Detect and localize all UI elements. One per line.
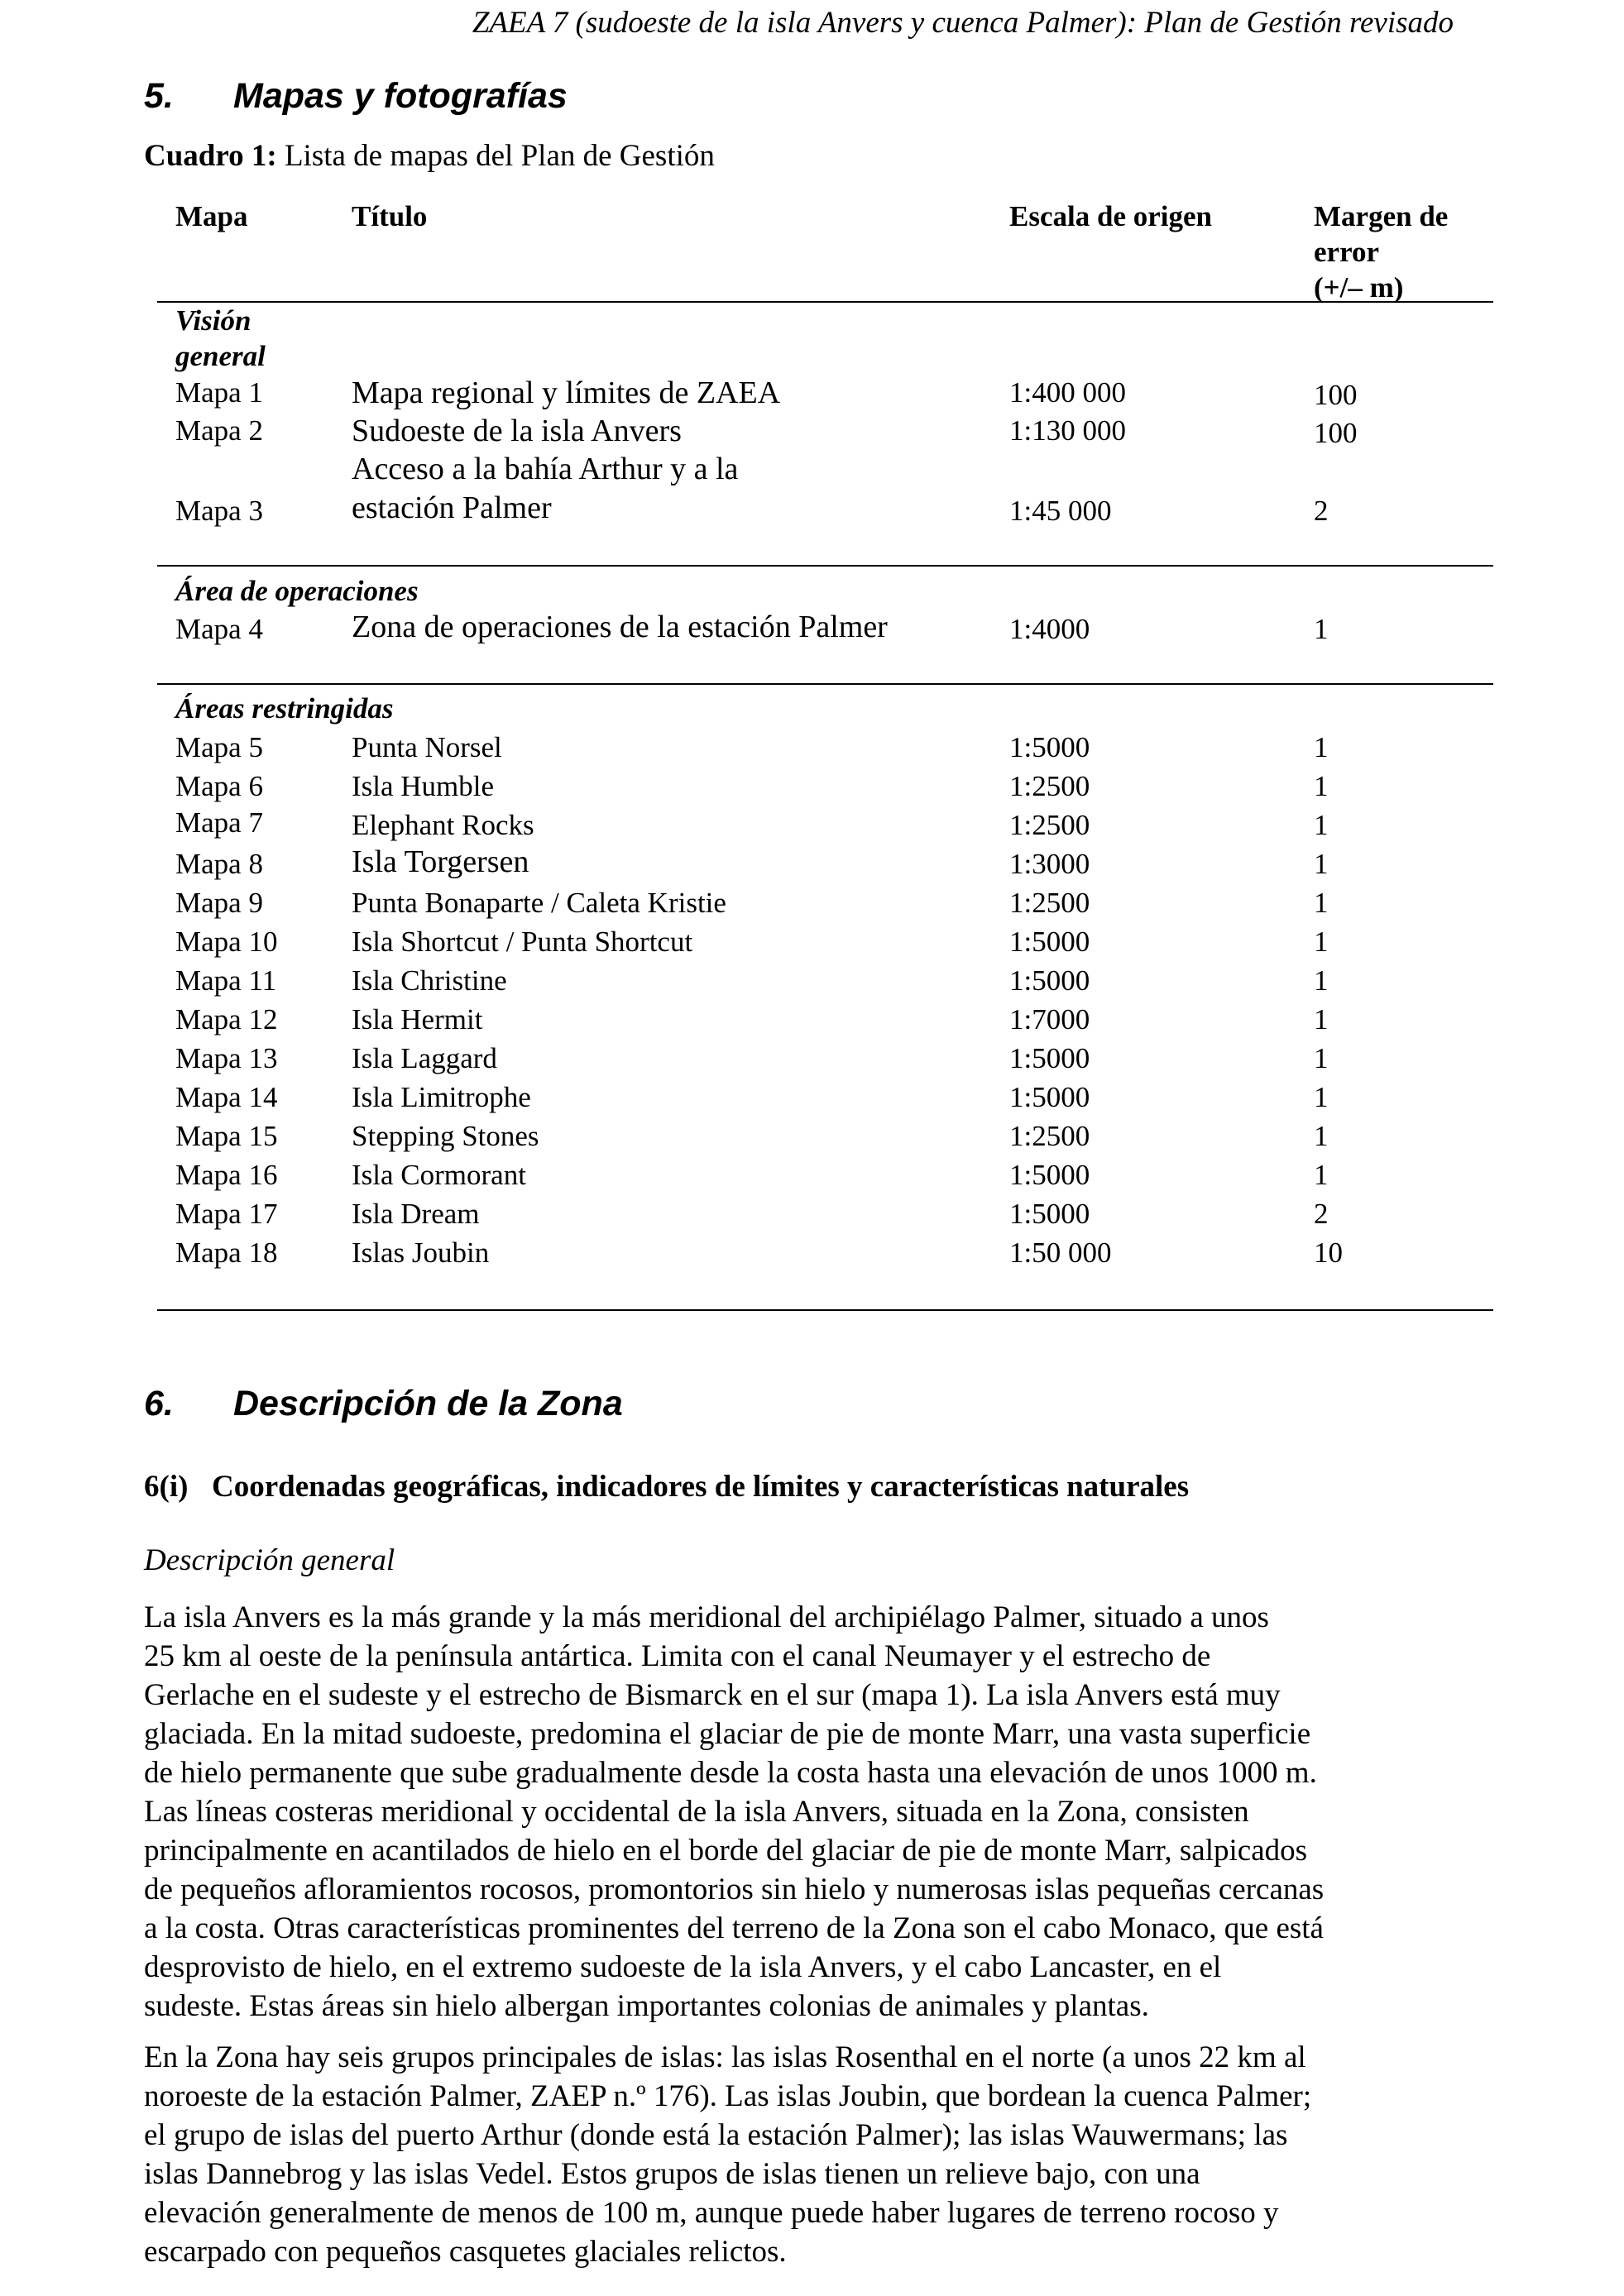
table-cell-error: 1: [1314, 1042, 1329, 1074]
table-cell-scale: 1:4000: [1009, 613, 1090, 645]
table-cell-scale: 1:130 000: [1009, 414, 1126, 447]
paragraph-line: islas Dannebrog y las islas Vedel. Estos grupos de islas tienen un relieve bajo, con una: [144, 2157, 1200, 2191]
table-cell-error: 1: [1314, 809, 1329, 841]
paragraph-line: glaciada. En la mitad sudoeste, predomina el glaciar de pie de monte Marr, una vasta superficie: [144, 1717, 1311, 1751]
section-6-heading: [144, 1384, 623, 1424]
table-caption-text: Lista de mapas del Plan de Gestión: [276, 139, 715, 173]
table-cell-error: 100: [1314, 417, 1358, 449]
table-cell-map: Mapa 1: [175, 376, 263, 409]
table-cell-scale: 1:5000: [1009, 1081, 1090, 1113]
table-cell-scale: 1:5000: [1009, 1198, 1090, 1230]
table-cell-title: Isla Laggard: [352, 1042, 497, 1074]
group-label-restricted: Áreas restringidas: [175, 692, 394, 725]
general-description-heading: Descripción general: [144, 1543, 395, 1577]
paragraph-line: escarpado con pequeños casquetes glaciales relictos.: [144, 2235, 787, 2269]
table-cell-scale: 1:2500: [1009, 887, 1090, 919]
paragraph-line: 25 km al oeste de la península antártica. Limita con el canal Neumayer y el estrecho de: [144, 1639, 1211, 1673]
table-cell-title: Punta Bonaparte / Caleta Kristie: [352, 887, 726, 919]
table-cell-error: 1: [1314, 848, 1329, 880]
table-cell-title: Sudoeste de la isla Anvers: [352, 414, 682, 448]
section-5-heading: [144, 76, 568, 117]
table-bottom-rule: [157, 1309, 1493, 1311]
table-cell-map: Mapa 16: [175, 1159, 278, 1191]
table-cell-map: Mapa 4: [175, 613, 263, 645]
table-cell-map: Mapa 2: [175, 414, 263, 447]
table-cell-map: Mapa 6: [175, 770, 263, 802]
table-cell-title: Isla Shortcut / Punta Shortcut: [352, 926, 693, 958]
table-caption-label: Cuadro 1:: [144, 139, 277, 173]
table-cell-error: 2: [1314, 1198, 1329, 1230]
table-cell-scale: 1:2500: [1009, 770, 1090, 802]
group-label-operations: Área de operaciones: [175, 575, 419, 607]
paragraph-2: [144, 2038, 1468, 2271]
group-label-overview-line1: Visión: [175, 304, 252, 337]
group-label-overview: [175, 303, 266, 374]
table-cell-scale: 1:5000: [1009, 926, 1090, 958]
table-cell-scale: 1:7000: [1009, 1003, 1090, 1036]
column-header-title: Título: [352, 200, 428, 232]
table-cell-title: Zona de operaciones de la estación Palmer: [352, 610, 888, 644]
table-cell-title: Isla Cormorant: [352, 1159, 526, 1191]
table-cell-error: 1: [1314, 613, 1329, 645]
table-cell-scale: 1:5000: [1009, 964, 1090, 997]
table-cell-title: Elephant Rocks: [352, 809, 534, 841]
table-cell-error: 1: [1314, 1003, 1329, 1036]
table-cell-map: Mapa 8: [175, 848, 263, 880]
table-cell-map: Mapa 18: [175, 1236, 278, 1269]
section-6-number: 6.: [144, 1384, 174, 1423]
paragraph-line: principalmente en acantilados de hielo en el borde del glaciar de pie de monte Marr, salpicados: [144, 1834, 1308, 1868]
table-cell-title: Isla Torgersen: [352, 844, 529, 879]
table-cell-title: Stepping Stones: [352, 1120, 539, 1152]
paragraph-line: Gerlache en el sudeste y el estrecho de Bismarck en el sur (mapa 1). La isla Anvers está muy: [144, 1678, 1281, 1712]
table-cell-map: Mapa 7: [175, 806, 263, 839]
column-header-map: Mapa: [175, 200, 248, 232]
table-header-rule: [157, 301, 1493, 303]
table-cell-map: Mapa 15: [175, 1120, 278, 1152]
paragraph-line: el grupo de islas del puerto Arthur (donde está la estación Palmer); las islas Wauwermans; las: [144, 2118, 1288, 2152]
table-cell-map: Mapa 13: [175, 1042, 278, 1074]
table-cell-error: 1: [1314, 731, 1329, 763]
paragraph-line: sudeste. Estas áreas sin hielo albergan importantes colonias de animales y plantas.: [144, 1989, 1149, 2023]
table-cell-scale: 1:2500: [1009, 809, 1090, 841]
subsection-6i-number: 6(i): [144, 1470, 189, 1504]
table-cell-title: Isla Hermit: [352, 1003, 483, 1036]
table-cell-scale: 1:3000: [1009, 848, 1090, 880]
table-cell-error: 1: [1314, 1120, 1329, 1152]
table-cell-title: Acceso a la bahía Arthur y a la: [352, 452, 739, 486]
paragraph-1: [144, 1598, 1468, 2026]
table-cell-error: 1: [1314, 964, 1329, 997]
section-6-title: Descripción de la Zona: [233, 1384, 623, 1423]
table-cell-scale: 1:5000: [1009, 1159, 1090, 1191]
table-cell-map: Mapa 11: [175, 964, 277, 997]
paragraph-line: a la costa. Otras características prominentes del terreno de la Zona son el cabo Monaco, que está: [144, 1911, 1324, 1945]
table-cell-title: Punta Norsel: [352, 731, 502, 763]
running-header: ZAEA 7 (sudoeste de la isla Anvers y cuenca Palmer): Plan de Gestión revisado: [472, 6, 1454, 40]
section-5-title: Mapas y fotografías: [233, 76, 568, 116]
paragraph-line: de hielo permanente que sube gradualmente desde la costa hasta una elevación de unos 1000 m.: [144, 1756, 1317, 1790]
table-cell-title: Isla Dream: [352, 1198, 480, 1230]
table-cell-title: Islas Joubin: [352, 1236, 490, 1269]
table-cell-map: Mapa 9: [175, 887, 263, 919]
paragraph-line: La isla Anvers es la más grande y la más meridional del archipiélago Palmer, situado a unos: [144, 1600, 1269, 1634]
table-cell-scale: 1:50 000: [1009, 1236, 1112, 1269]
subsection-6i-title: Coordenadas geográficas, indicadores de límites y características naturales: [212, 1470, 1190, 1504]
section-5-number: 5.: [144, 76, 174, 116]
table-cell-map: Mapa 12: [175, 1003, 278, 1036]
paragraph-line: de pequeños afloramientos rocosos, promontorios sin hielo y numerosas islas pequeñas cercanas: [144, 1873, 1325, 1906]
table-cell-title: Mapa regional y límites de ZAEA: [352, 375, 781, 410]
table-cell-error: 2: [1314, 495, 1329, 527]
table-cell-error: 10: [1314, 1236, 1343, 1269]
paragraph-line: Las líneas costeras meridional y occidental de la isla Anvers, situada en la Zona, consisten: [144, 1795, 1249, 1829]
table-cell-error: 1: [1314, 1081, 1329, 1113]
paragraph-line: elevación generalmente de menos de 100 m, aunque puede haber lugares de terreno rocoso y: [144, 2196, 1279, 2230]
table-cell-scale: 1:45 000: [1009, 495, 1112, 527]
table-cell-error: 1: [1314, 770, 1329, 802]
paragraph-line: noroeste de la estación Palmer, ZAEP n.º 176). Las islas Joubin, que bordean la cuenca Palmer;: [144, 2079, 1312, 2113]
group-label-overview-line2: general: [175, 340, 266, 372]
table-cell-title: Isla Humble: [352, 770, 495, 802]
column-header-error-line2: error: [1314, 236, 1380, 268]
table-cell-title: Isla Christine: [352, 964, 507, 997]
subsection-6i-heading: [144, 1469, 1189, 1504]
table-cell-map: Mapa 10: [175, 926, 278, 958]
table-cell-error: 1: [1314, 887, 1329, 919]
table-cell-map: Mapa 5: [175, 731, 263, 763]
table-cell-scale: 1:2500: [1009, 1120, 1090, 1152]
table-cell-scale: 1:400 000: [1009, 376, 1126, 409]
table-cell-title: Isla Limitrophe: [352, 1081, 531, 1113]
paragraph-line: En la Zona hay seis grupos principales de islas: las islas Rosenthal en el norte (a unos 22 km al: [144, 2040, 1306, 2074]
column-header-scale: Escala de origen: [1009, 200, 1212, 232]
paragraph-line: desprovisto de hielo, en el extremo sudoeste de la isla Anvers, y el cabo Lancaster, en el: [144, 1950, 1222, 1984]
table-cell-map: Mapa 17: [175, 1198, 278, 1230]
column-header-error: [1314, 199, 1448, 305]
table-group-rule: [157, 565, 1493, 567]
table-cell-scale: 1:5000: [1009, 1042, 1090, 1074]
table-cell-error: 1: [1314, 1159, 1329, 1191]
table-cell-map: Mapa 3: [175, 495, 263, 527]
column-header-error-line3: (+/– m): [1314, 271, 1404, 304]
table-group-rule: [157, 683, 1493, 685]
table-cell-scale: 1:5000: [1009, 731, 1090, 763]
table-cell-error: 100: [1314, 379, 1358, 411]
table-cell-title: estación Palmer: [352, 490, 552, 525]
table-cell-map: Mapa 14: [175, 1081, 278, 1113]
column-header-error-line1: Margen de: [1314, 200, 1449, 232]
table-cell-error: 1: [1314, 926, 1329, 958]
table-caption: [144, 138, 715, 174]
